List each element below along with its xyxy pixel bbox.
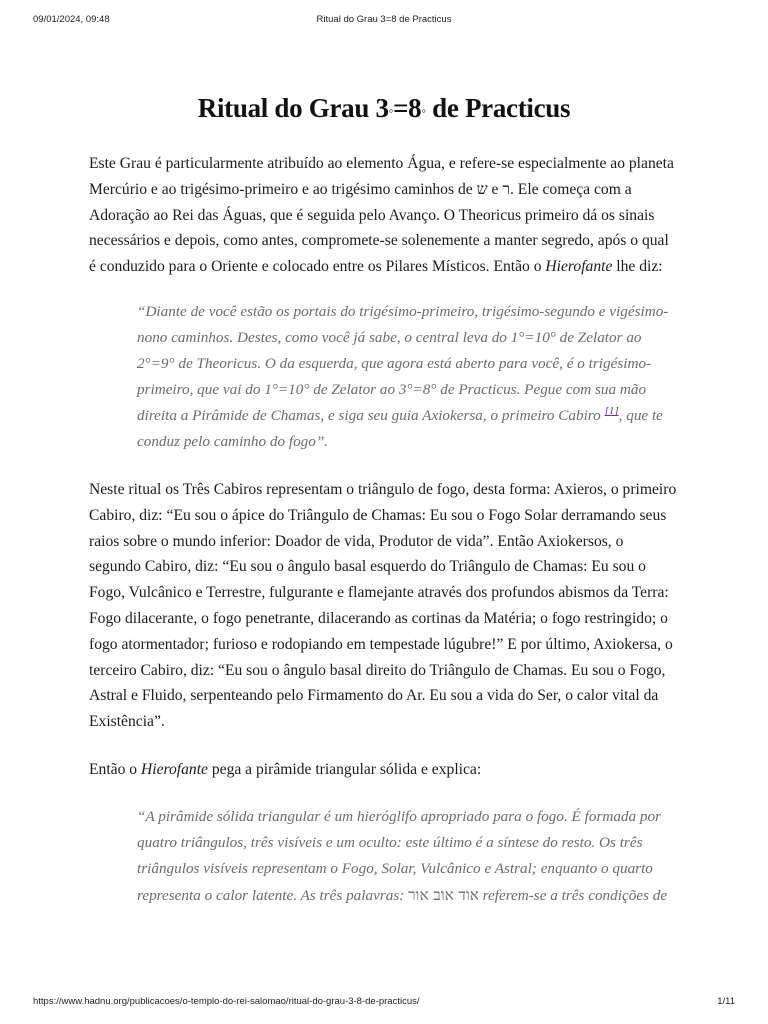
hebrew-words: אוד אוב אור xyxy=(408,885,479,904)
print-datetime: 09/01/2024, 09:48 xyxy=(33,14,110,25)
print-url: https://www.hadnu.org/publicacoes/o-templo-do-rei-salomao/ritual-do-grau-3-8-de-practicus/ xyxy=(33,996,420,1007)
pyramid-quote: “A pirâmide sólida triangular é um hieróglifo apropriado para o fogo. É formada por quatro triângulos, três visíveis e um oculto: este último é a síntese do resto. Os três triângulos visíveis representam o Fogo, Solar, Vulcânico e Astral; enquanto o quarto representa o calor latente. As três palavras: אוד אוב אור referem-se a três condições de xyxy=(137,807,668,904)
cabiros-paragraph: Neste ritual os Três Cabiros representam o triângulo de fogo, desta forma: Axieros, o primeiro Cabiro, diz: “Eu sou o ápice do Triângulo de Chamas: Eu sou o Fogo Solar derramando seus raios sobre o mundo inferior: Doador de vida, Produtor de vida”. Então Axiokersos, o segundo Cabiro, diz: “Eu sou o ângulo basal esquerdo do Triângulo de Chamas: Eu sou o Fogo, Vulcânico e Terrestre, fulgurante e flamejante através dos profundos abismos da Terra: Fogo dilacerante, o fogo penetrante, dilacerando as cortinas da Matéria; o fogo restringido; o fogo atormentador; furioso e rodopiando em tempestade lúgubre!” E por último, Axiokersa, o terceiro Cabiro, diz: “Eu sou o ângulo basal direito do Triângulo de Chamas. Eu sou o Fogo, Astral e Fluido, serpenteando pelo Firmamento do Ar. Eu sou a vida do Ser, o calor vital da Existência”. xyxy=(89,480,677,731)
hierofante-term: Hierofante xyxy=(140,760,208,778)
pyramid-intro-paragraph: Então o Hierofante pega a pirâmide triangular sólida e explica: xyxy=(89,760,482,778)
footnote-link-1[interactable]: [1] xyxy=(604,404,619,417)
page-title: Ritual do Grau 3◦=8◦ de Practicus xyxy=(197,93,571,123)
page-number: 1/11 xyxy=(717,996,735,1007)
hierophant-quote: “Diante de você estão os portais do trigésimo-primeiro, trigésimo-segundo e vigésimo-nono caminhos. Destes, como você já sabe, o central leva do 1°=10° de Zelator ao 2°=9° de Theoricus. O da esquerda, que agora está aberto para você, é o trigésimo-primeiro, que vai do 1°=10° de Zelator ao 3°=8° de Practicus. Pegue com sua mão direita a Pirâmide de Chamas, e siga seu guia Axiokersa, o primeiro Cabiro [1], que te conduz pelo caminho do fogo”. xyxy=(137,302,669,450)
article-content xyxy=(89,90,679,909)
intro-paragraph: Este Grau é particularmente atribuído ao elemento Água, e refere-se especialmente ao planeta Mercúrio e ao trigésimo-primeiro e ao trigésimo caminhos de ש e ר. Ele começa com a Adoração ao Rei das Águas, que é seguida pelo Avanço. O Theoricus primeiro dá os sinais necessários e depois, como antes, compromete-se solenemente a manter segredo, após o qual é conduzido para o Oriente e colocado entre os Pilares Místicos. Então o Hierofante lhe diz: xyxy=(89,155,674,276)
print-doc-title: Ritual do Grau 3=8 de Practicus xyxy=(316,14,452,25)
hierofante-term: Hierofante xyxy=(545,258,613,276)
